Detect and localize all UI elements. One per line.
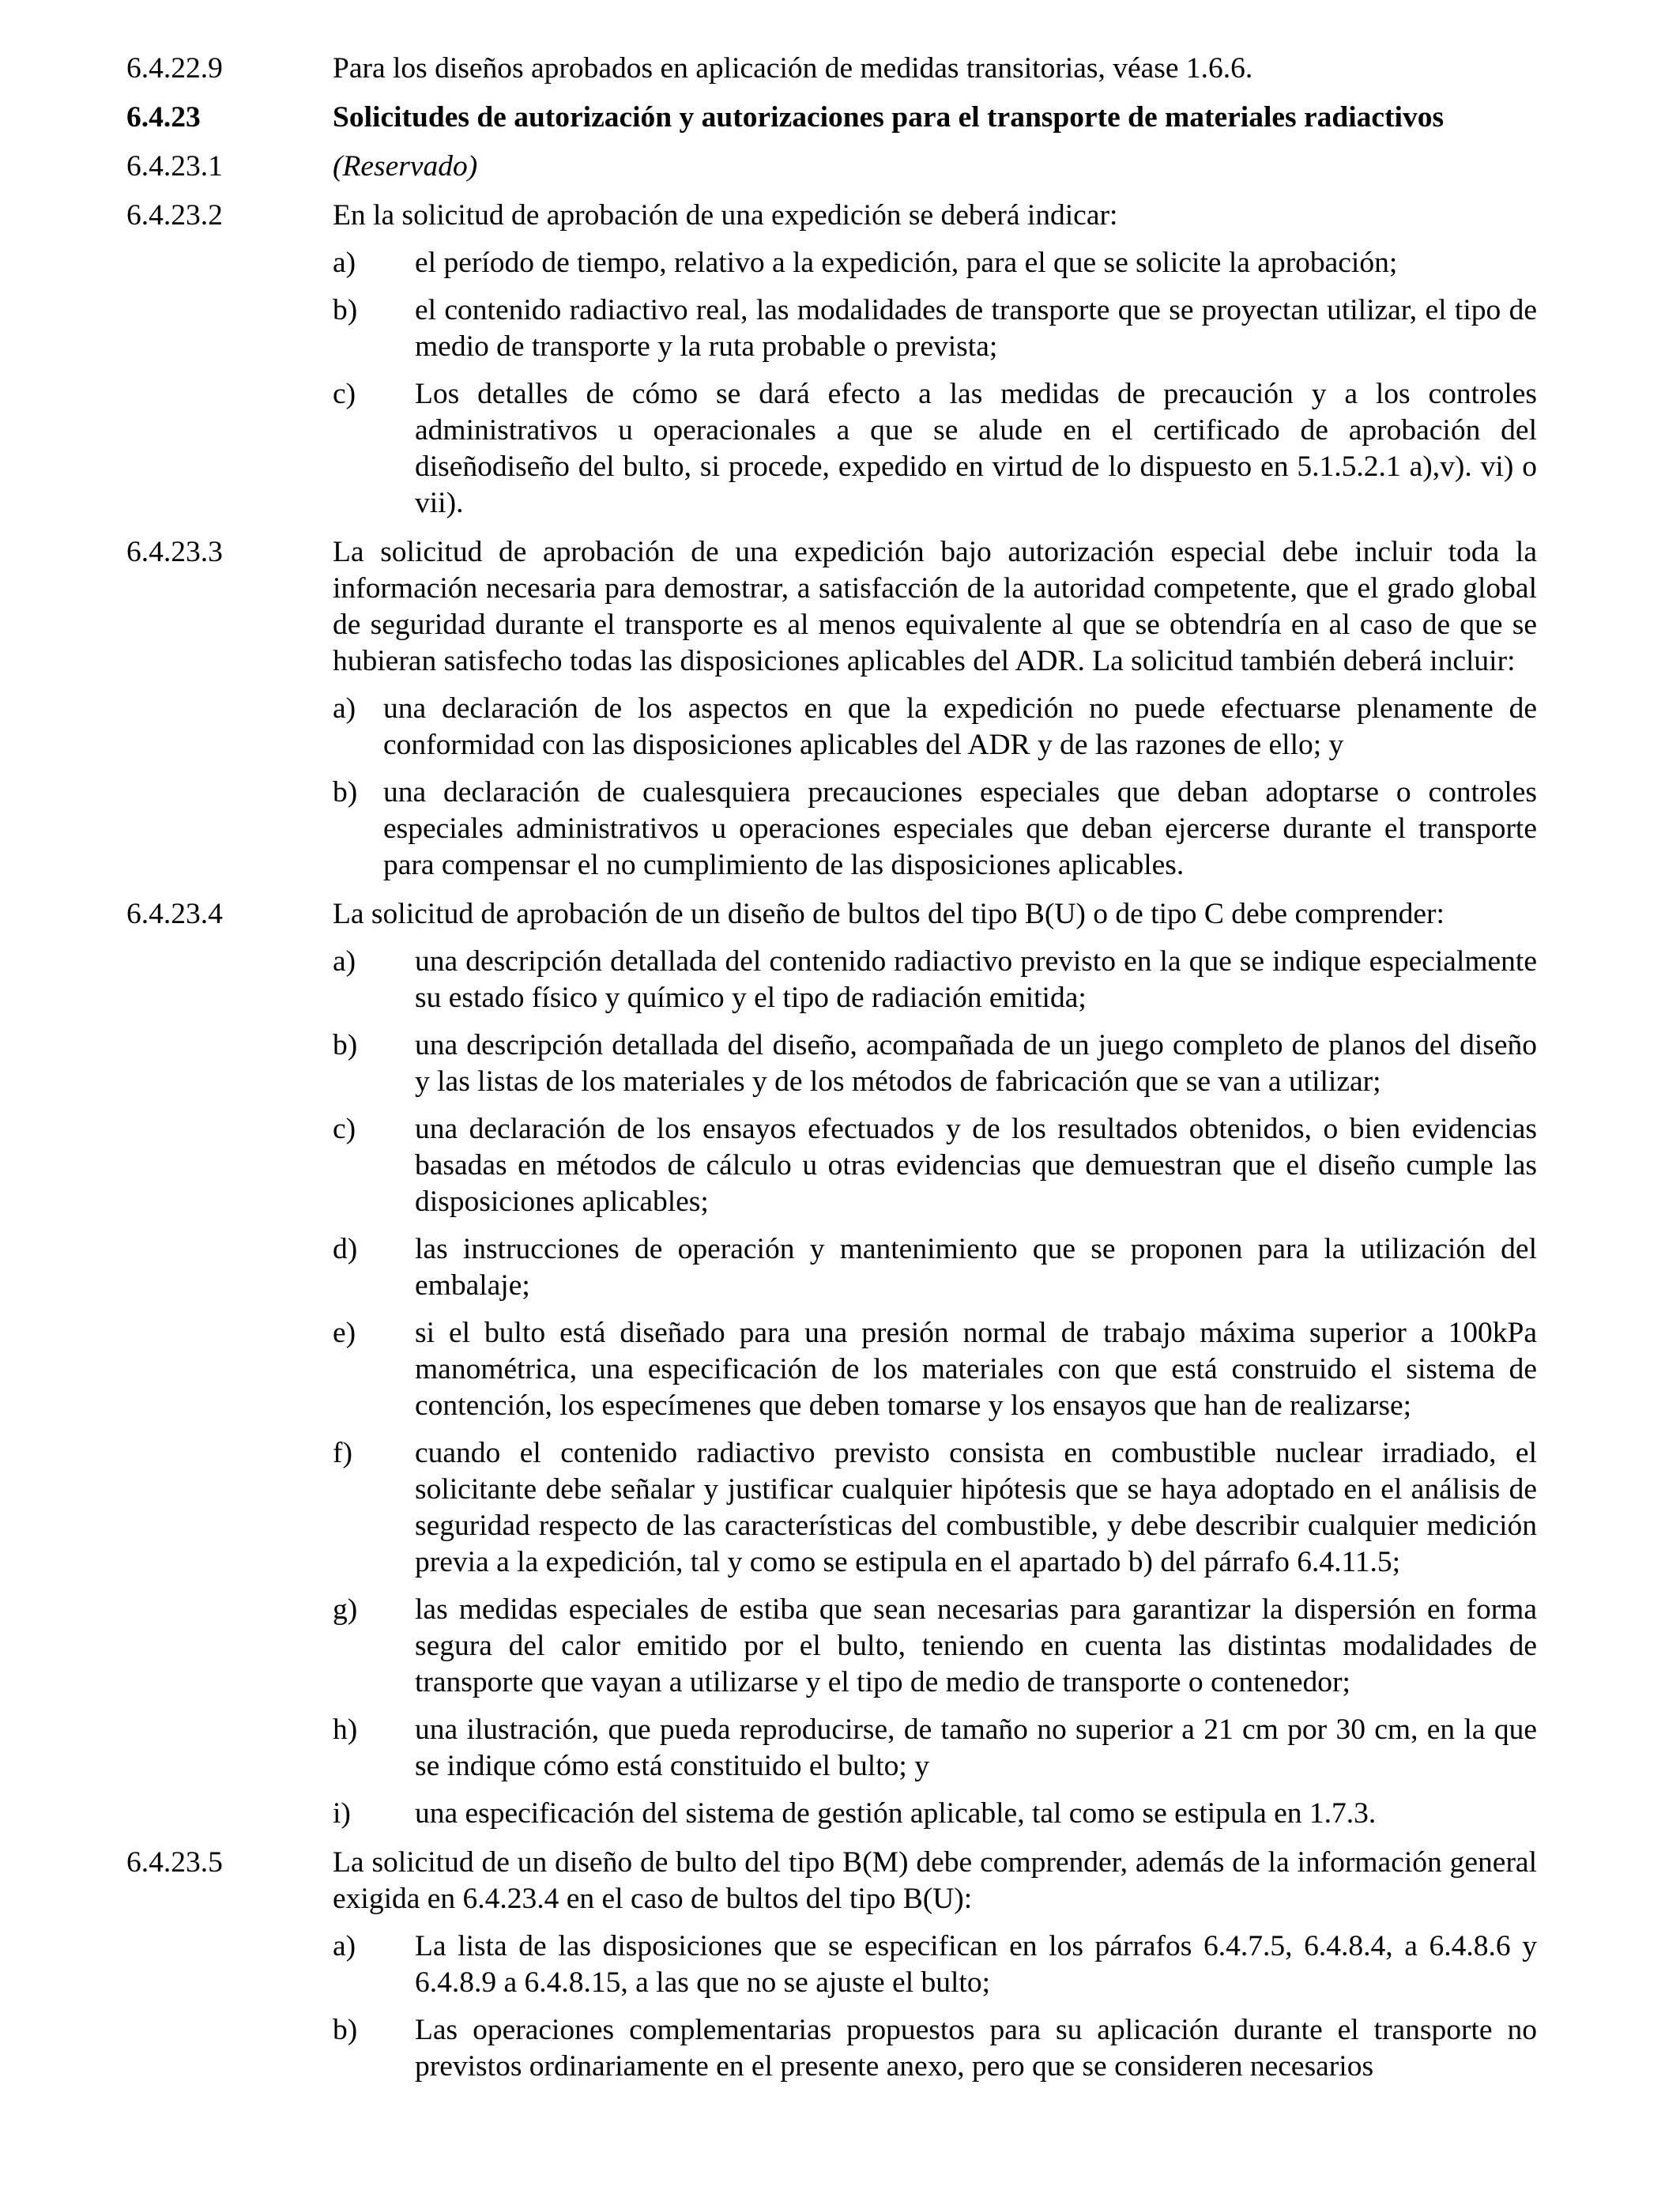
item-label: b)	[333, 776, 358, 809]
section-6-4-23-2	[126, 198, 1537, 522]
list-item	[333, 775, 1537, 884]
item-label: a)	[333, 247, 356, 279]
section-text: Para los diseños aprobados en aplicación de medidas transitorias, véase 1.6.6.	[333, 52, 1253, 85]
item-text: una descripción detallada del contenido radiactivo previsto en la que se indique especialmente su estado físico y químico y el tipo de radiación emitida;	[415, 945, 1537, 1014]
item-text: el contenido radiactivo real, las modalidades de transporte que se proyectan utilizar, el tipo de medio de transporte y la ruta probable o prevista;	[415, 294, 1537, 363]
item-text: las instrucciones de operación y mantenimiento que se proponen para la utilización del embalaje;	[415, 1233, 1537, 1302]
item-label: b)	[333, 1029, 358, 1061]
item-text: una declaración de cualesquiera precauciones especiales que deban adoptarse o controles especiales administrativos u operaciones especiales que deban ejercerse durante el transporte para compensar el no cumplimiento de las disposiciones aplicables.	[383, 776, 1537, 881]
item-text: una declaración de los ensayos efectuados y de los resultados obtenidos, o bien evidencias basadas en métodos de cálculo u otras evidencias que demuestran que el diseño cumple las disposiciones aplicables;	[415, 1113, 1537, 1218]
item-text: Los detalles de cómo se dará efecto a las medidas de precaución y a los controles administrativos u operacionales a que se alude en el certificado de aprobación del diseñodiseño del bulto, si procede, expedido en virtud de lo dispuesto en 5.1.5.2.1 a),v). vi) o vii).	[415, 378, 1537, 519]
section-number: 6.4.22.9	[126, 52, 223, 85]
section-number: 6.4.23.2	[126, 199, 223, 232]
item-label: h)	[333, 1713, 358, 1746]
section-number: 6.4.23.1	[126, 150, 223, 183]
list-item	[333, 1315, 1537, 1424]
section-heading-text: Solicitudes de autorización y autorizaciones para el transporte de materiales radiactivos	[333, 101, 1445, 134]
section-6-4-23-1	[126, 149, 1537, 185]
item-label: c)	[333, 1113, 356, 1145]
list-item	[333, 691, 1537, 763]
item-text: La lista de las disposiciones que se especifican en los párrafos 6.4.7.5, 6.4.8.4, a 6.4.8.6 y 6.4.8.9 a 6.4.8.15, a las que no se ajuste el bulto;	[415, 1930, 1537, 1999]
list-item	[333, 1435, 1537, 1581]
item-text: una ilustración, que pueda reproducirse, de tamaño no superior a 21 cm por 30 cm, en la que se indique cómo está constituido el bulto; y	[415, 1713, 1537, 1782]
section-number: 6.4.23.4	[126, 898, 223, 930]
item-label: a)	[333, 1930, 356, 1962]
section-text: La solicitud de aprobación de un diseño de bultos del tipo B(U) o de tipo C debe comprender:	[333, 898, 1445, 930]
list-item	[333, 1592, 1537, 1701]
item-label: g)	[333, 1593, 358, 1626]
item-text: una especificación del sistema de gestión aplicable, tal como se estipula en 1.7.3.	[415, 1797, 1377, 1830]
list-item	[333, 245, 1537, 281]
item-label: b)	[333, 294, 358, 326]
section-text: (Reservado)	[333, 150, 478, 183]
section-6-4-22-9	[126, 51, 1537, 87]
section-number: 6.4.23	[126, 101, 201, 134]
item-text: las medidas especiales de estiba que sean necesarias para garantizar la dispersión en forma segura del calor emitido por el bulto, teniendo en cuenta las distintas modalidades de transporte que vayan a utilizarse y el tipo de medio de transporte o contenedor;	[415, 1593, 1537, 1698]
document-page	[126, 51, 1537, 2085]
list-item	[333, 1231, 1537, 1304]
item-label: b)	[333, 2014, 358, 2046]
section-number: 6.4.23.5	[126, 1846, 223, 1879]
list-item	[333, 1111, 1537, 1220]
item-label: e)	[333, 1317, 356, 1349]
section-number: 6.4.23.3	[126, 536, 223, 568]
item-label: i)	[333, 1797, 351, 1830]
list-item	[333, 1796, 1537, 1832]
list-item	[333, 376, 1537, 522]
section-6-4-23-3	[126, 534, 1537, 884]
item-text: el período de tiempo, relativo a la expedición, para el que se solicite la aprobación;	[415, 247, 1398, 279]
section-text: La solicitud de aprobación de una expedición bajo autorización especial debe incluir toda la información necesaria para demostrar, a satisfacción de la autoridad competente, que el grado global de seguridad durante el transporte es al menos equivalente al que se obtendría en al caso de que se hubieran satisfecho todas las disposiciones aplicables del ADR. La solicitud también deberá incluir:	[333, 536, 1537, 677]
item-label: a)	[333, 945, 356, 978]
item-text: una descripción detallada del diseño, acompañada de un juego completo de planos del diseño y las listas de los materiales y de los métodos de fabricación que se van a utilizar;	[415, 1029, 1537, 1098]
item-text: cuando el contenido radiactivo previsto consista en combustible nuclear irradiado, el solicitante debe señalar y justificar cualquier hipótesis que se haya adoptado en el análisis de seguridad respecto de las características del combustible, y debe describir cualquier medición previa a la expedición, tal y como se estipula en el apartado b) del párrafo 6.4.11.5;	[415, 1437, 1537, 1578]
item-label: d)	[333, 1233, 358, 1265]
item-label: f)	[333, 1437, 352, 1469]
list-item	[333, 1712, 1537, 1785]
section-heading-6-4-23	[126, 100, 1537, 136]
item-text: Las operaciones complementarias propuestos para su aplicación durante el transporte no previstos ordinariamente en el presente anexo, pero que se consideren necesarios	[415, 2014, 1537, 2083]
list-item	[333, 292, 1537, 365]
list-item	[333, 2012, 1537, 2085]
section-6-4-23-5	[126, 1845, 1537, 2085]
list-item	[333, 944, 1537, 1016]
item-text: una declaración de los aspectos en que la expedición no puede efectuarse plenamente de conformidad con las disposiciones aplicables del ADR y de las razones de ello; y	[383, 692, 1537, 761]
section-6-4-23-4	[126, 896, 1537, 1832]
section-text: La solicitud de un diseño de bulto del tipo B(M) debe comprender, además de la información general exigida en 6.4.23.4 en el caso de bultos del tipo B(U):	[333, 1846, 1537, 1915]
item-label: c)	[333, 378, 356, 410]
list-item	[333, 1928, 1537, 2001]
section-text: En la solicitud de aprobación de una expedición se deberá indicar:	[333, 199, 1118, 232]
item-label: a)	[333, 692, 356, 725]
list-item	[333, 1027, 1537, 1100]
item-text: si el bulto está diseñado para una presión normal de trabajo máxima superior a 100kPa manométrica, una especificación de los materiales con que está construido el sistema de contención, los especímenes que deben tomarse y los ensayos que han de realizarse;	[415, 1317, 1537, 1422]
